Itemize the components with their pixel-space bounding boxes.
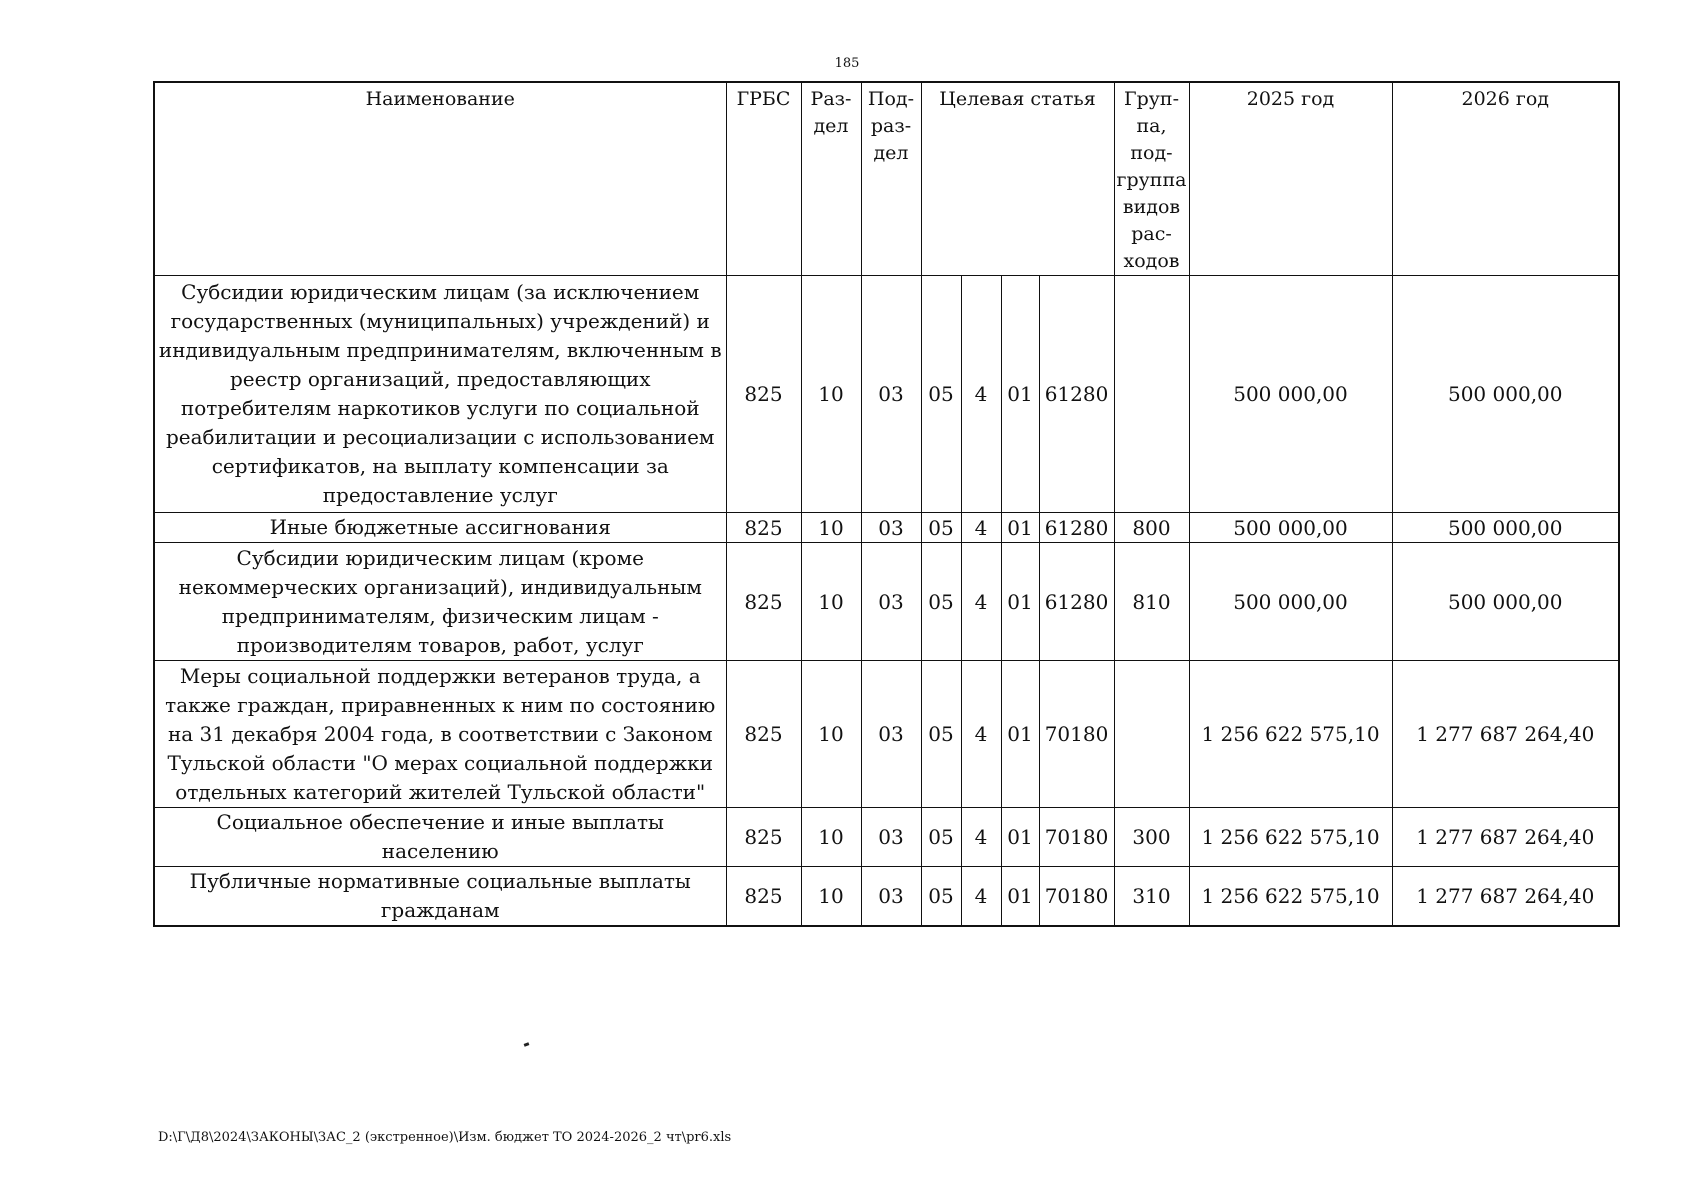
scan-mark [524,1042,530,1047]
table-row [154,543,1619,661]
row-podrazdel: 03 [861,808,921,867]
row-target-program: 05 [921,513,961,543]
row-amount-2026: 500 000,00 [1392,513,1619,543]
row-amount-2025: 500 000,00 [1189,276,1392,513]
header-razdel: Раз- дел [801,82,861,276]
row-amount-2025: 1 256 622 575,10 [1189,808,1392,867]
row-target-direction: 61280 [1039,513,1114,543]
table-row [154,867,1619,927]
table-row [154,661,1619,808]
row-target-program: 05 [921,276,961,513]
row-target-direction: 70180 [1039,661,1114,808]
row-target-direction: 70180 [1039,867,1114,927]
row-expense-group: 800 [1114,513,1189,543]
row-podrazdel: 03 [861,543,921,661]
row-target-subprogram: 01 [1001,661,1039,808]
row-podrazdel: 03 [861,276,921,513]
row-name: Субсидии юридическим лицам (за исключением государственных (муниципальных) учреждений) и индивидуальным предпринимателям, включенным в реестр организаций, предоставляющих потребителям наркотиков услуги по социальной реабилитации и ресоциализации с использованием сертификатов, на выплату компенсации за предоставление услуг [154,276,726,513]
table-row [154,276,1619,513]
row-expense-group: 810 [1114,543,1189,661]
row-target-program: 05 [921,808,961,867]
row-target-type: 4 [961,661,1001,808]
header-year-2025: 2025 год [1189,82,1392,276]
row-target-subprogram: 01 [1001,867,1039,927]
row-name: Публичные нормативные социальные выплаты гражданам [154,867,726,927]
budget-table [153,81,1620,927]
row-razdel: 10 [801,867,861,927]
row-grbs: 825 [726,276,801,513]
row-name: Субсидии юридическим лицам (кроме некоммерческих организаций), индивидуальным предпринимателям, физическим лицам - производителям товаров, работ, услуг [154,543,726,661]
table-row [154,513,1619,543]
table-header-row [154,82,1619,276]
table-row [154,808,1619,867]
row-target-type: 4 [961,808,1001,867]
header-year-2026: 2026 год [1392,82,1619,276]
page-number: 185 [834,56,860,71]
row-podrazdel: 03 [861,513,921,543]
row-grbs: 825 [726,513,801,543]
row-target-type: 4 [961,276,1001,513]
row-grbs: 825 [726,867,801,927]
document-file-path: D:\Г\Д8\2024\ЗАКОНЫ\ЗАС_2 (экстренное)\Изм. бюджет ТО 2024-2026_2 чт\pr6.xls [158,1130,732,1145]
row-target-type: 4 [961,543,1001,661]
row-amount-2026: 1 277 687 264,40 [1392,867,1619,927]
row-target-direction: 70180 [1039,808,1114,867]
row-razdel: 10 [801,808,861,867]
row-expense-group [1114,276,1189,513]
row-target-program: 05 [921,661,961,808]
header-grbs: ГРБС [726,82,801,276]
row-amount-2026: 500 000,00 [1392,543,1619,661]
row-amount-2026: 1 277 687 264,40 [1392,808,1619,867]
row-name: Социальное обеспечение и иные выплаты населению [154,808,726,867]
row-target-subprogram: 01 [1001,513,1039,543]
row-name: Иные бюджетные ассигнования [154,513,726,543]
row-razdel: 10 [801,276,861,513]
row-amount-2025: 1 256 622 575,10 [1189,661,1392,808]
row-grbs: 825 [726,661,801,808]
row-target-subprogram: 01 [1001,543,1039,661]
row-podrazdel: 03 [861,661,921,808]
row-target-subprogram: 01 [1001,276,1039,513]
row-amount-2025: 500 000,00 [1189,543,1392,661]
header-expense-group: Груп- па, под- группа видов рас- ходов [1114,82,1189,276]
row-target-subprogram: 01 [1001,808,1039,867]
row-expense-group [1114,661,1189,808]
row-target-program: 05 [921,867,961,927]
row-amount-2025: 1 256 622 575,10 [1189,867,1392,927]
header-target-article: Целевая статья [921,82,1114,276]
row-target-direction: 61280 [1039,543,1114,661]
row-expense-group: 310 [1114,867,1189,927]
row-razdel: 10 [801,661,861,808]
row-amount-2025: 500 000,00 [1189,513,1392,543]
row-target-type: 4 [961,513,1001,543]
row-target-direction: 61280 [1039,276,1114,513]
row-podrazdel: 03 [861,867,921,927]
header-podrazdel: Под- раз- дел [861,82,921,276]
row-amount-2026: 1 277 687 264,40 [1392,661,1619,808]
row-expense-group: 300 [1114,808,1189,867]
row-razdel: 10 [801,513,861,543]
row-amount-2026: 500 000,00 [1392,276,1619,513]
row-grbs: 825 [726,808,801,867]
row-grbs: 825 [726,543,801,661]
row-target-type: 4 [961,867,1001,927]
row-target-program: 05 [921,543,961,661]
header-name: Наименование [154,82,726,276]
row-name: Меры социальной поддержки ветеранов труда, а также граждан, приравненных к ним по состоянию на 31 декабря 2004 года, в соответствии с Законом Тульской области "О мерах социальной поддержки отдельных категорий жителей Тульской области" [154,661,726,808]
row-razdel: 10 [801,543,861,661]
